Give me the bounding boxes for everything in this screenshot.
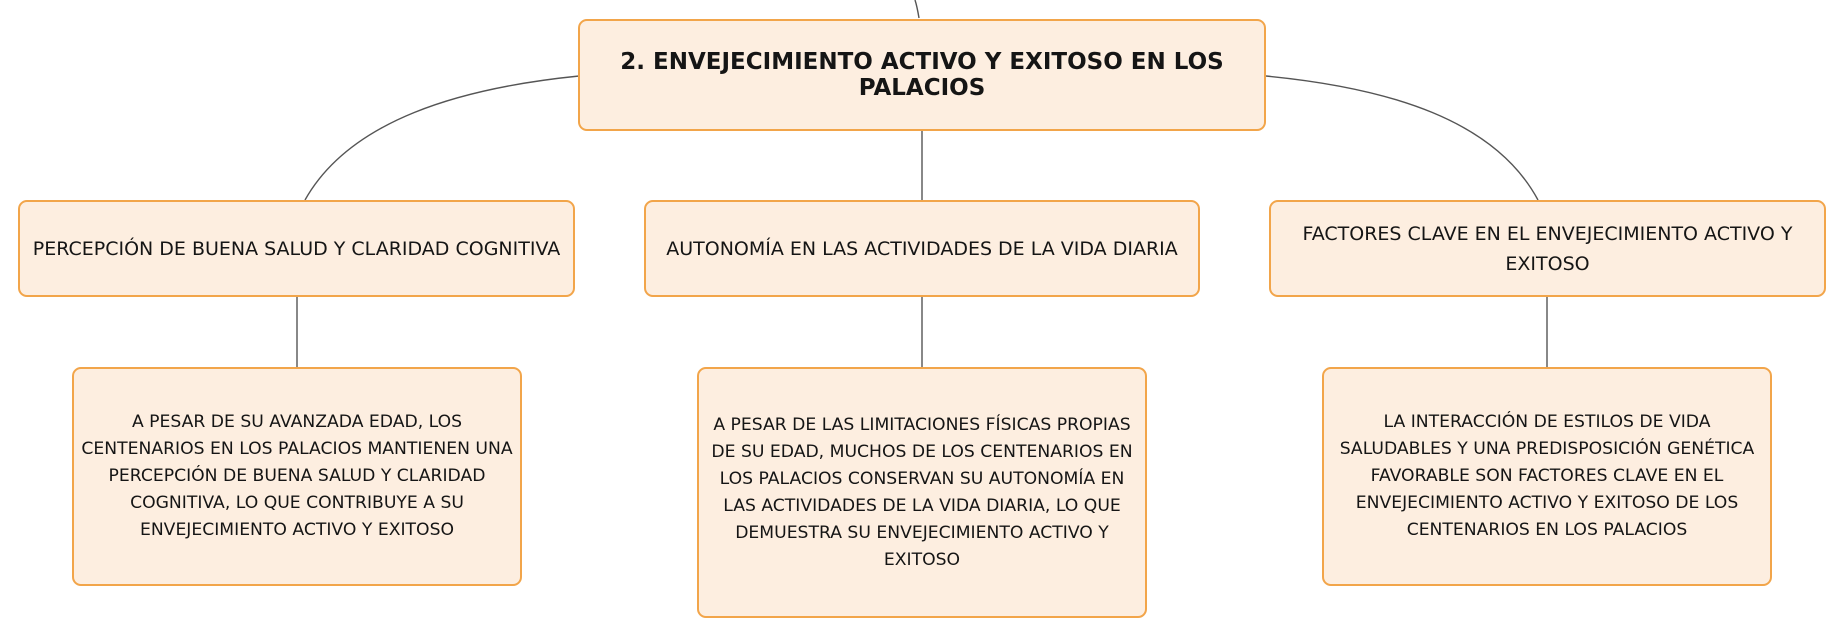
detail-text: A PESAR DE SU AVANZADA EDAD, LOS CENTENARIOS EN LOS PALACIOS MANTIENEN UNA PERCEPCIÓN DE BUENA SALUD Y CLARIDAD COGNITIVA, LO QUE CONTRIBUYE A SU ENVEJECIMIENTO ACTIVO Y EXITOSO (81, 412, 513, 540)
branch-label: PERCEPCIÓN DE BUENA SALUD Y CLARIDAD COGNITIVA (32, 237, 561, 260)
connector-root-to-branch-3 (1266, 76, 1538, 200)
branch-label: FACTORES CLAVE EN EL ENVEJECIMIENTO ACTIVO Y EXITOSO (1302, 222, 1793, 275)
detail-text: LA INTERACCIÓN DE ESTILOS DE VIDA SALUDABLES Y UNA PREDISPOSICIÓN GENÉTICA FAVORABLE SON FACTORES CLAVE EN EL ENVEJECIMIENTO ACTIVO Y EXITOSO DE LOS CENTENARIOS EN LOS PALACIOS (1339, 412, 1755, 540)
root-topic-node[interactable] (578, 19, 1266, 131)
branch-node-autonomia[interactable] (644, 200, 1200, 297)
detail-node-factores-clave[interactable] (1322, 367, 1772, 586)
detail-node-autonomia[interactable] (697, 367, 1147, 618)
branch-node-percepcion[interactable] (18, 200, 575, 297)
detail-text: A PESAR DE LAS LIMITACIONES FÍSICAS PROPIAS DE SU EDAD, MUCHOS DE LOS CENTENARIOS EN LOS PALACIOS CONSERVAN SU AUTONOMÍA EN LAS ACTIVIDADES DE LA VIDA DIARIA, LO QUE DEMUESTRA SU ENVEJECIMIENTO ACTIVO Y EXITOSO (711, 414, 1133, 570)
connector-incoming-to-root (915, 0, 919, 18)
connector-root-to-branch-1 (305, 76, 579, 200)
detail-node-percepcion[interactable] (72, 367, 522, 586)
root-topic-label: 2. ENVEJECIMIENTO ACTIVO Y EXITOSO EN LOS PALACIOS (620, 49, 1224, 101)
branch-label: AUTONOMÍA EN LAS ACTIVIDADES DE LA VIDA DIARIA (666, 237, 1178, 260)
branch-node-factores-clave[interactable] (1269, 200, 1826, 297)
